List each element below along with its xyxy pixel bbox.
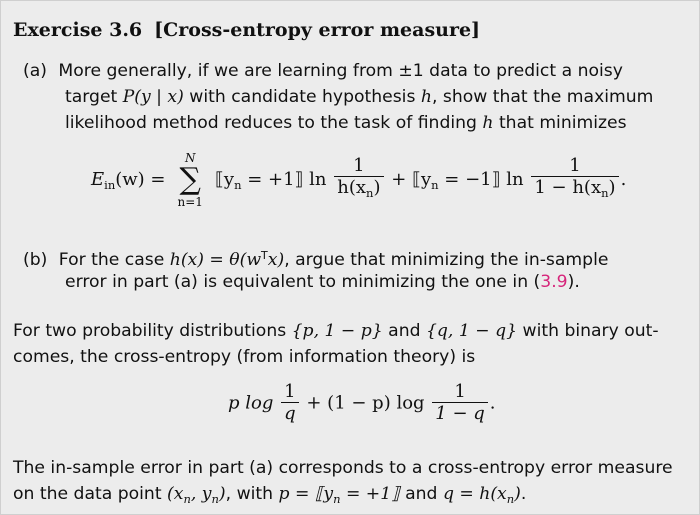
equation-ref-link[interactable]: 3.9 — [540, 272, 568, 292]
fraction-term-1: $\frac{1}{h(x_n)}$ — [334, 156, 383, 204]
para-1-line-1: For two probability distributions {p, 1 − p} and {q, 1 − q} with binary out- — [13, 321, 659, 341]
exercise-topic: [Cross-entropy error measure] — [154, 19, 481, 41]
part-a-label: (a) — [23, 61, 47, 81]
part-b-line-2: error in part (a) is equivalent to minimizing the one in (3.9). — [65, 272, 580, 292]
part-b-label: (b) — [23, 250, 48, 270]
equation-cross-entropy: p log $\frac{1}{q}$ + (1 − p) log $\frac{1}{1 - q}$ . — [228, 381, 496, 424]
fraction-term-2: $\frac{1}{1 - h(x_n)}$ — [531, 156, 618, 204]
para-1-line-2: comes, the cross-entropy (from information theory) is — [13, 347, 476, 367]
part-b-line-1: (b) For the case $h(x) = \theta(w^Tx)$, argue that minimizing the in-sample — [23, 249, 609, 270]
para-2-line-1: The in-sample error in part (a) corresponds to a cross-entropy error measure — [13, 458, 673, 478]
part-a-line-1: (a) More generally, if we are learning from ±1 data to predict a noisy — [23, 61, 623, 81]
para-2-line-2: on the data point ($x_n$, $y_n$), with $p = ⟦y_n$ = +1⟧ and $q = h(x_n)$. — [13, 484, 527, 506]
part-a-line-2: target P(y | x) with candidate hypothesis h, show that the maximum — [65, 87, 654, 107]
equation-ein: $E_{in}(w)$ = N ∑ n=1 $⟦y_n$ = +1⟧ ln $\frac{1}{h(x_n)}$ + $⟦y_n$ = −1⟧ ln $\frac{1}{1 - h(x_n)}$ . — [91, 151, 627, 209]
exercise-number: Exercise 3.6 — [13, 19, 143, 41]
part-a-line-3: likelihood method reduces to the task of finding h that minimizes — [65, 113, 627, 133]
summation-sign: N ∑ n=1 — [177, 151, 203, 209]
exercise-title — [13, 19, 480, 41]
